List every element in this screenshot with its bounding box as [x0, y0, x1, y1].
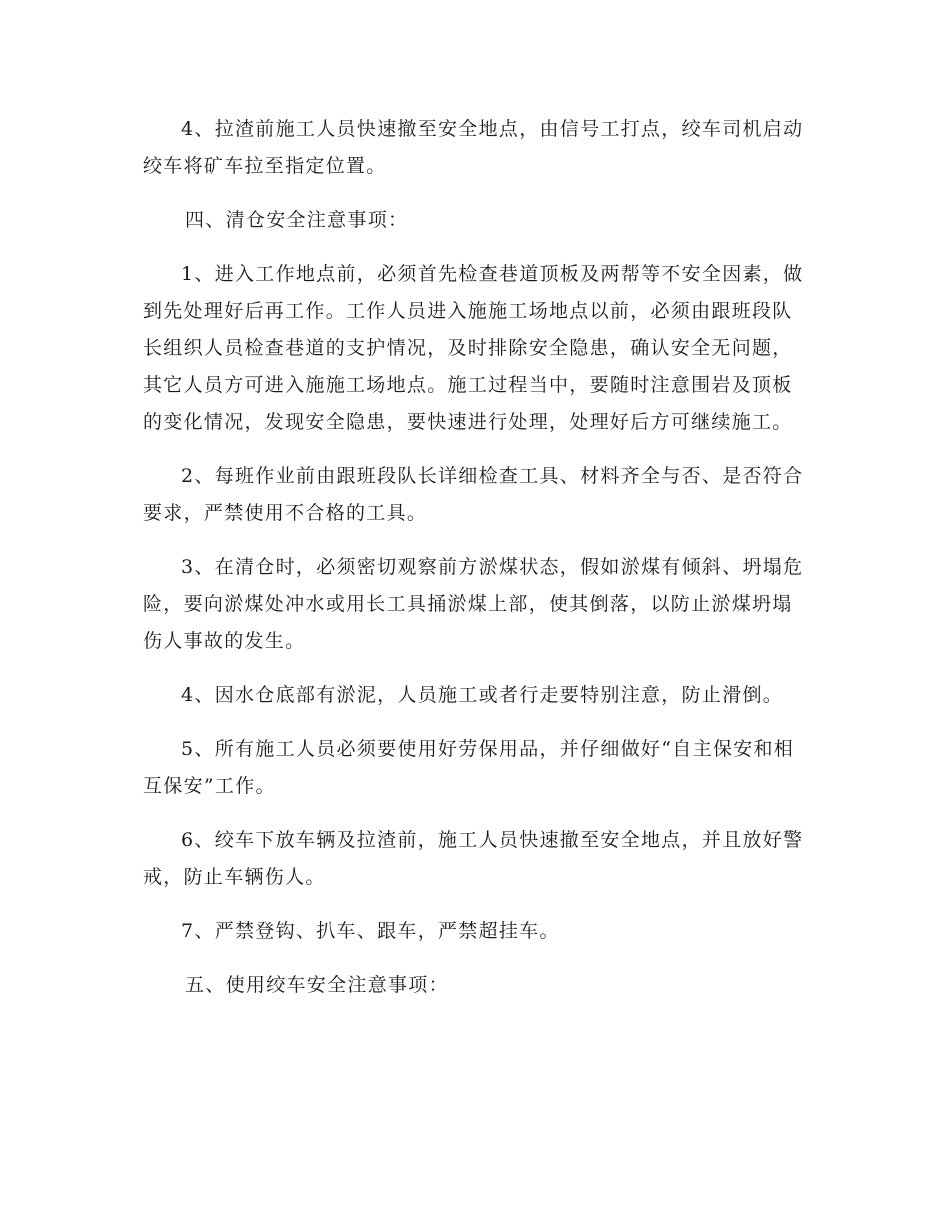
paragraph-item-1-inspection: 1、进入工作地点前，必须首先检查巷道顶板及两帮等不安全因素，做到先处理好后再工作。工作人员进入施施工场地点以前，必须由跟班段队长组织人员检查巷道的支护情况，及时排除安全隐患，确认安全无问题，其它人员方可进入施施工场地点。施工过程当中，要随时注意围岩及顶板的变化情况，发现安全隐患，要快速进行处理，处理好后方可继续施工。 [143, 263, 804, 433]
section-heading-warehouse-cleaning: 四、清仓安全注意事项： [185, 209, 409, 231]
paragraph-item-4-mud-caution: 4、因水仓底部有淤泥，人员施工或者行走要特别注意，防止滑倒。 [181, 684, 784, 706]
section-heading-winch-safety: 五、使用绞车安全注意事项： [185, 974, 449, 996]
paragraph-item-5-protective-equipment: 5、所有施工人员必须要使用好劳保用品，并仔细做好“自主保安和相互保安”工作。 [143, 738, 795, 797]
paragraph-item-4-slag-pulling: 4、拉渣前施工人员快速撤至安全地点，由信号工打点，绞车司机启动绞车将矿车拉至指定位置。 [143, 118, 804, 177]
paragraph-item-3-silt-observation: 3、在清仓时，必须密切观察前方淤煤状态，假如淤煤有倾斜、坍塌危险，要向淤煤处冲水或用长工具捅淤煤上部，使其倒落，以防止淤煤坍塌伤人事故的发生。 [143, 556, 804, 652]
paragraph-item-7-prohibitions: 7、严禁登钩、扒车、跟车，严禁超挂车。 [181, 920, 560, 942]
document-body [143, 111, 808, 1021]
paragraph-item-6-winch-lowering: 6、绞车下放车辆及拉渣前，施工人员快速撤至安全地点，并且放好警戒，防止车辆伤人。 [143, 829, 804, 888]
paragraph-item-2-tool-check: 2、每班作业前由跟班段队长详细检查工具、材料齐全与否、是否符合要求，严禁使用不合格的工具。 [143, 465, 804, 524]
